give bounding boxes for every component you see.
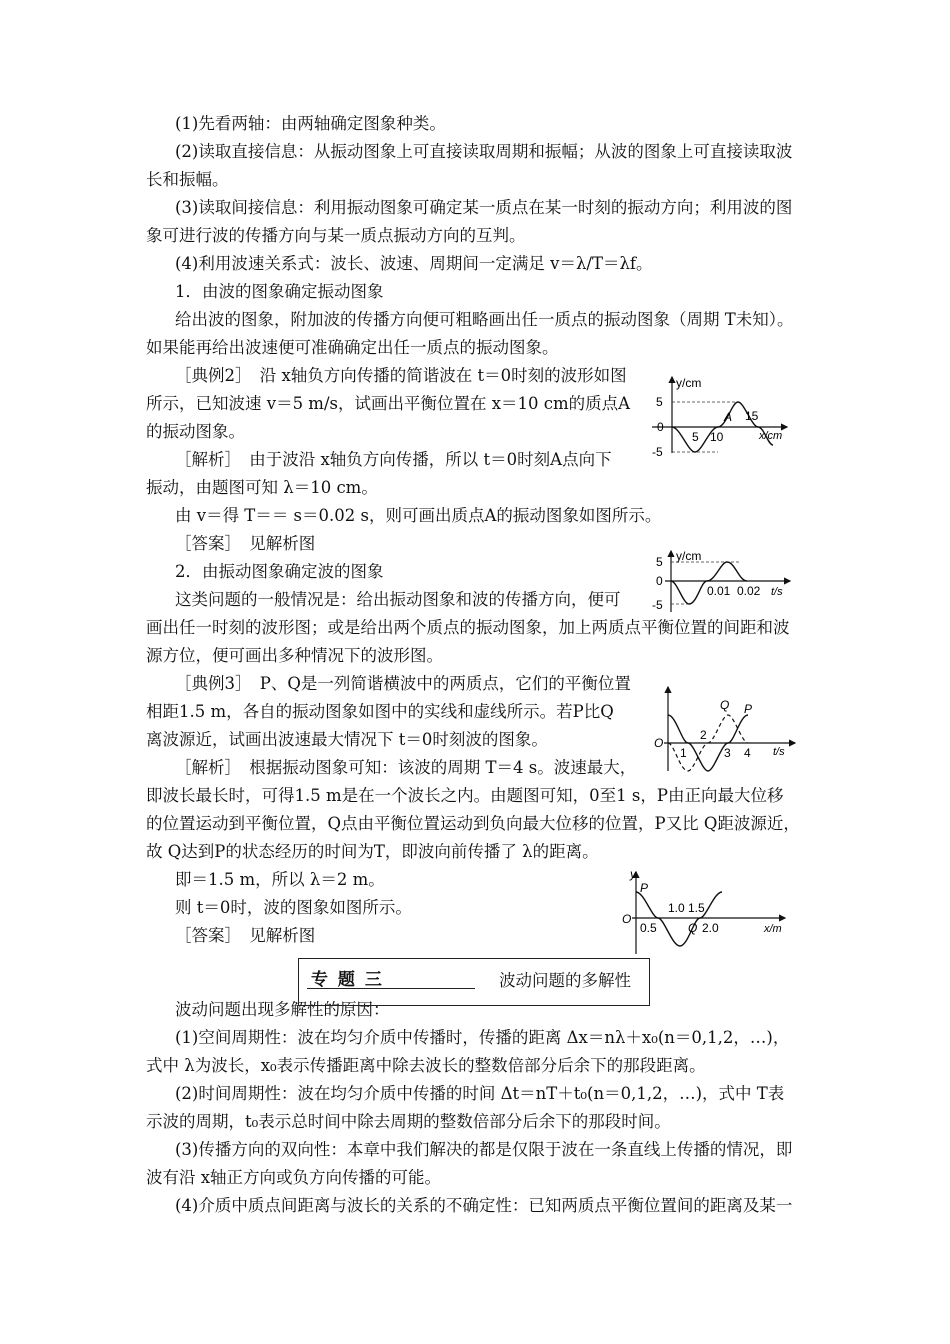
pq-wave-figure (618, 868, 788, 956)
tick-label: 0.5 (640, 921, 657, 935)
text-line: 1．由波的图象确定振动图象 (175, 282, 384, 301)
tick-label: 1.5 (688, 901, 705, 915)
tick-label: 1.0 (668, 901, 685, 915)
text-line: 振动，由题图可知 λ＝10 cm。 (146, 478, 378, 497)
text-line: 故 Q达到P的状态经历的时间为T，即波向前传播了 λ的距离。 (146, 842, 599, 861)
text-line: 由 v＝得 T＝＝ s＝0.02 s，则可画出质点A的振动图象如图所示。 (175, 506, 662, 525)
text-line: ［答案］ 见解析图 (175, 534, 316, 553)
tick-label: 15 (745, 409, 759, 423)
text-line: 2．由振动图象确定波的图象 (175, 562, 384, 581)
origin-label: O (654, 736, 664, 750)
text-line: 即＝1.5 m，所以 λ＝2 m。 (175, 870, 385, 889)
text-line: 所示，已知波速 v＝5 m/s，试画出平衡位置在 x＝10 cm的质点A (146, 394, 631, 413)
x-axis-label: t/s (771, 586, 783, 598)
y-axis-label: y (630, 868, 636, 881)
tick-label: 2 (700, 728, 707, 742)
tick-label: 5 (692, 430, 699, 444)
text-line: ［解析］ 根据振动图象可知：该波的周期 T＝4 s。波速最大， (175, 758, 637, 777)
text-line: 如果能再给出波速便可准确确定出任一质点的振动图象。 (146, 338, 559, 357)
text-line: 相距1.5 m，各自的振动图象如图中的实线和虚线所示。若P比Q (146, 702, 614, 721)
section-underline (307, 988, 475, 989)
tick-label: 4 (744, 746, 751, 760)
text-line: 示波的周期，t₀表示总时间中除去周期的整数倍部分后余下的那段时间。 (146, 1112, 671, 1131)
text-line: (2)读取直接信息：从振动图象上可直接读取周期和振幅；从波的图象上可直接读取波 (175, 142, 793, 161)
p-label: P (744, 702, 753, 716)
point-label: A (724, 410, 733, 424)
section-label: 专 题 三 (311, 970, 384, 990)
text-line: 波有沿 x轴正方向或负方向传播的可能。 (146, 1168, 442, 1187)
vibration-graph-figure (645, 549, 795, 614)
tick-label: 0 (657, 420, 664, 434)
q-label: Q (688, 921, 698, 935)
p-label: P (640, 881, 649, 895)
tick-label: 0.02 (737, 584, 761, 598)
section-title: 波动问题的多解性 (499, 971, 631, 990)
tick-label: 1 (680, 746, 687, 760)
text-line: ［解析］ 由于波沿 x轴负方向传播，所以 t＝0时刻A点向下 (175, 450, 612, 469)
text-line: (1)先看两轴：由两轴确定图象种类。 (175, 114, 446, 133)
text-line: 长和振幅。 (146, 170, 229, 189)
text-line: (4)介质中质点间距离与波长的关系的不确定性：已知两质点平衡位置间的距离及某一 (175, 1196, 793, 1215)
tick-label: 0.01 (707, 584, 731, 598)
text-line: 这类问题的一般情况是：给出振动图象和波的传播方向，便可 (175, 590, 621, 609)
text-line: ［典例2］ 沿 x轴负方向传播的简谐波在 t＝0时刻的波形如图 (175, 366, 627, 385)
tick-label: 3 (724, 746, 731, 760)
tick-label: 0 (656, 574, 663, 588)
tick-label: 5 (656, 395, 663, 409)
text-line: 象可进行波的传播方向与某一质点振动方向的互判。 (146, 226, 526, 245)
y-axis-label: y/cm (676, 549, 702, 563)
tick-label: -5 (652, 598, 663, 612)
origin-label: O (622, 912, 632, 926)
text-line: 式中 λ为波长，x₀表示传播距离中除去波长的整数倍部分后余下的那段距离。 (146, 1056, 706, 1075)
text-line: 源方位，便可画出多种情况下的波形图。 (146, 646, 443, 665)
x-axis-label: t/s (773, 746, 785, 758)
tick-label: 10 (710, 430, 724, 444)
text-line: (4)利用波速关系式：波长、波速、周期间一定满足 v＝λ/T＝λf。 (175, 254, 653, 273)
text-line: 则 t＝0时，波的图象如图所示。 (175, 898, 412, 917)
x-axis-label: x/cm (759, 430, 783, 442)
text-line: 波动问题出现多解性的原因： (175, 1000, 390, 1019)
text-line: 画出任一时刻的波形图；或是给出两个质点的振动图象，加上两质点平衡位置的间距和波 (146, 618, 790, 637)
text-line: (1)空间周期性：波在均匀介质中传播时，传播的距离 Δx＝nλ＋x₀(n＝0,1,2，…)， (175, 1028, 790, 1047)
tick-label: 2.0 (702, 921, 719, 935)
text-line: ［答案］ 见解析图 (175, 926, 316, 945)
text-line: 的振动图象。 (146, 422, 245, 441)
wave-graph-figure (640, 373, 790, 458)
section-banner (298, 958, 650, 1006)
x-axis-label: x/m (764, 923, 782, 935)
y-axis-label: y/cm (676, 376, 702, 390)
text-line: (3)读取间接信息：利用振动图象可确定某一质点在某一时刻的振动方向；利用波的图 (175, 198, 793, 217)
text-line: 离波源近，试画出波速最大情况下 t＝0时刻波的图象。 (146, 730, 548, 749)
pq-vibration-figure (650, 683, 800, 773)
tick-label: -5 (652, 445, 663, 458)
text-line: (3)传播方向的双向性：本章中我们解决的都是仅限于波在一条直线上传播的情况，即 (175, 1140, 793, 1159)
tick-label: 5 (656, 555, 663, 569)
text-line: (2)时间周期性：波在均匀介质中传播的时间 Δt＝nT＋t₀(n＝0,1,2，…)，式中 T表 (175, 1084, 785, 1103)
text-line: 即波长最长时，可得1.5 m是在一个波长之内。由题图可知，0至1 s，P由正向最大位移 (146, 786, 784, 805)
q-label: Q (720, 698, 730, 712)
text-line: 给出波的图象，附加波的传播方向便可粗略画出任一质点的振动图象（周期 T未知）。 (175, 310, 794, 329)
text-line: ［典例3］ P、Q是一列简谐横波中的两质点，它们的平衡位置 (175, 674, 631, 693)
text-line: 的位置运动到平衡位置，Q点由平衡位置运动到负向最大位移的位置，P又比 Q距波源近， (146, 814, 800, 833)
